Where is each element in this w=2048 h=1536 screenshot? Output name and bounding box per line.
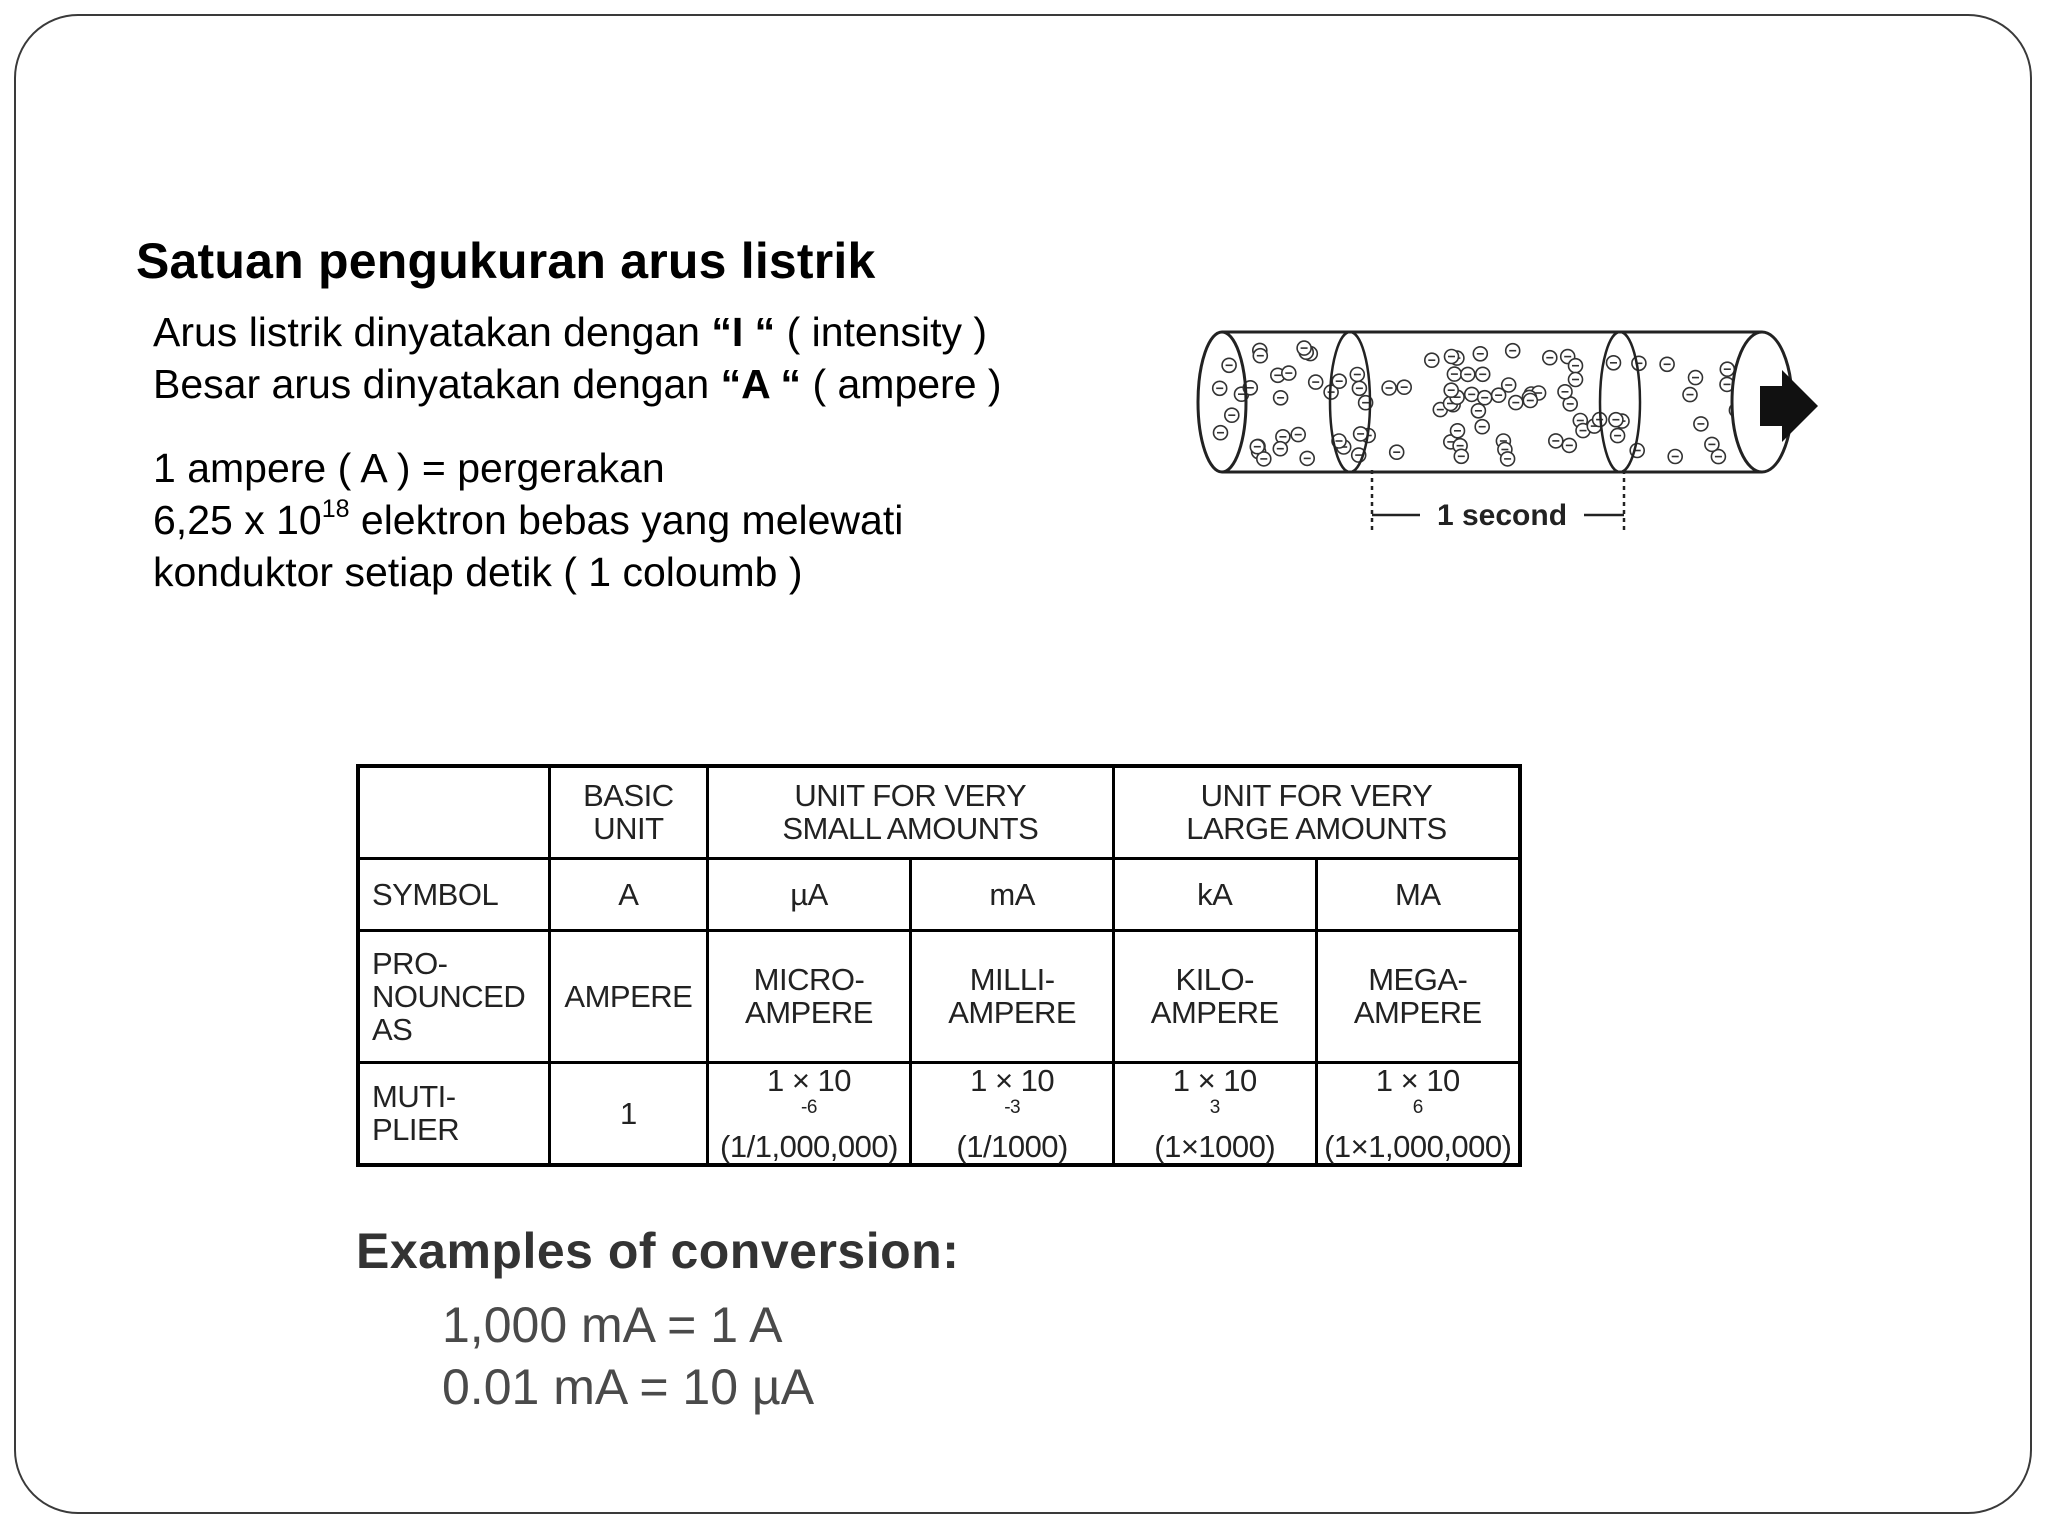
pronounced-row bbox=[358, 930, 1520, 1062]
symbol-cell: µA bbox=[707, 858, 911, 930]
multiplier-cell: 1 × 10 $^{-3}$ (1/1000) bbox=[911, 1062, 1114, 1165]
symbol-cell: kA bbox=[1113, 858, 1316, 930]
intensity-line bbox=[153, 306, 1002, 358]
example-conversion-2: 0.01 mA = 10 µA bbox=[442, 1359, 815, 1415]
current-units-table bbox=[356, 764, 1522, 1167]
multiplier-cell: 1 bbox=[550, 1062, 708, 1165]
pronounced-cell: MICRO- AMPERE bbox=[707, 930, 911, 1062]
definition-line-2 bbox=[153, 494, 903, 546]
pronounced-cell: AMPERE bbox=[550, 930, 708, 1062]
electron-count-exponent: 18 bbox=[321, 495, 350, 523]
definition-paragraph bbox=[153, 442, 903, 598]
slide-title: Satuan pengukuran arus listrik bbox=[136, 233, 876, 289]
symbol-cell: MA bbox=[1316, 858, 1520, 930]
multiplier-cell: 1 × 10 $^6$ (1×1,000,000) bbox=[1316, 1062, 1520, 1165]
section-boundary-right bbox=[1600, 332, 1640, 472]
intro-paragraph bbox=[153, 306, 1002, 410]
definition-line-2-rest: elektron bebas yang melewati bbox=[349, 497, 904, 543]
symbol-row bbox=[358, 858, 1520, 930]
ampere-line-prefix: Besar arus dinyatakan dengan bbox=[153, 361, 721, 407]
electron-count-base: 6,25 x 10 bbox=[153, 497, 322, 543]
pronounced-cell: MEGA- AMPERE bbox=[1316, 930, 1520, 1062]
header-very-small: UNIT FOR VERY SMALL AMOUNTS bbox=[707, 766, 1113, 858]
intensity-symbol: “I “ bbox=[711, 309, 776, 355]
symbol-cell: mA bbox=[911, 858, 1114, 930]
ampere-symbol: “A “ bbox=[720, 361, 802, 407]
electron-group bbox=[1213, 341, 1744, 466]
definition-line-1: 1 ampere ( A ) = pergerakan bbox=[153, 445, 665, 491]
ampere-line-suffix: ( ampere ) bbox=[801, 361, 1002, 407]
ampere-line bbox=[153, 358, 1002, 410]
definition-line-3: konduktor setiap detik ( 1 coloumb ) bbox=[153, 549, 803, 595]
conductor-electron-flow-figure bbox=[1186, 320, 1826, 540]
multiplier-row-label: MUTI- PLIER bbox=[358, 1062, 550, 1165]
header-basic-unit: BASIC UNIT bbox=[550, 766, 708, 858]
example-conversion-1: 1,000 mA = 1 A bbox=[442, 1297, 783, 1353]
pronounced-cell: KILO- AMPERE bbox=[1113, 930, 1316, 1062]
multiplier-cell: 1 × 10 $^3$ (1×1000) bbox=[1113, 1062, 1316, 1165]
intensity-line-prefix: Arus listrik dinyatakan dengan bbox=[153, 309, 712, 355]
table-corner-cell bbox=[358, 766, 550, 858]
pronounced-cell: MILLI- AMPERE bbox=[911, 930, 1114, 1062]
symbol-cell: A bbox=[550, 858, 708, 930]
table-header-row bbox=[358, 766, 1520, 858]
multiplier-cell: 1 × 10 $^{-6}$ (1/1,000,000) bbox=[707, 1062, 911, 1165]
header-very-large: UNIT FOR VERY LARGE AMOUNTS bbox=[1113, 766, 1520, 858]
conductor-left-end bbox=[1198, 332, 1246, 472]
pronounced-row-label: PRO- NOUNCED AS bbox=[358, 930, 550, 1062]
symbol-row-label: SYMBOL bbox=[358, 858, 550, 930]
multiplier-row bbox=[358, 1062, 1520, 1165]
intensity-line-suffix: ( intensity ) bbox=[775, 309, 988, 355]
one-second-label: 1 second bbox=[1436, 499, 1568, 532]
examples-title: Examples of conversion: bbox=[356, 1223, 960, 1279]
